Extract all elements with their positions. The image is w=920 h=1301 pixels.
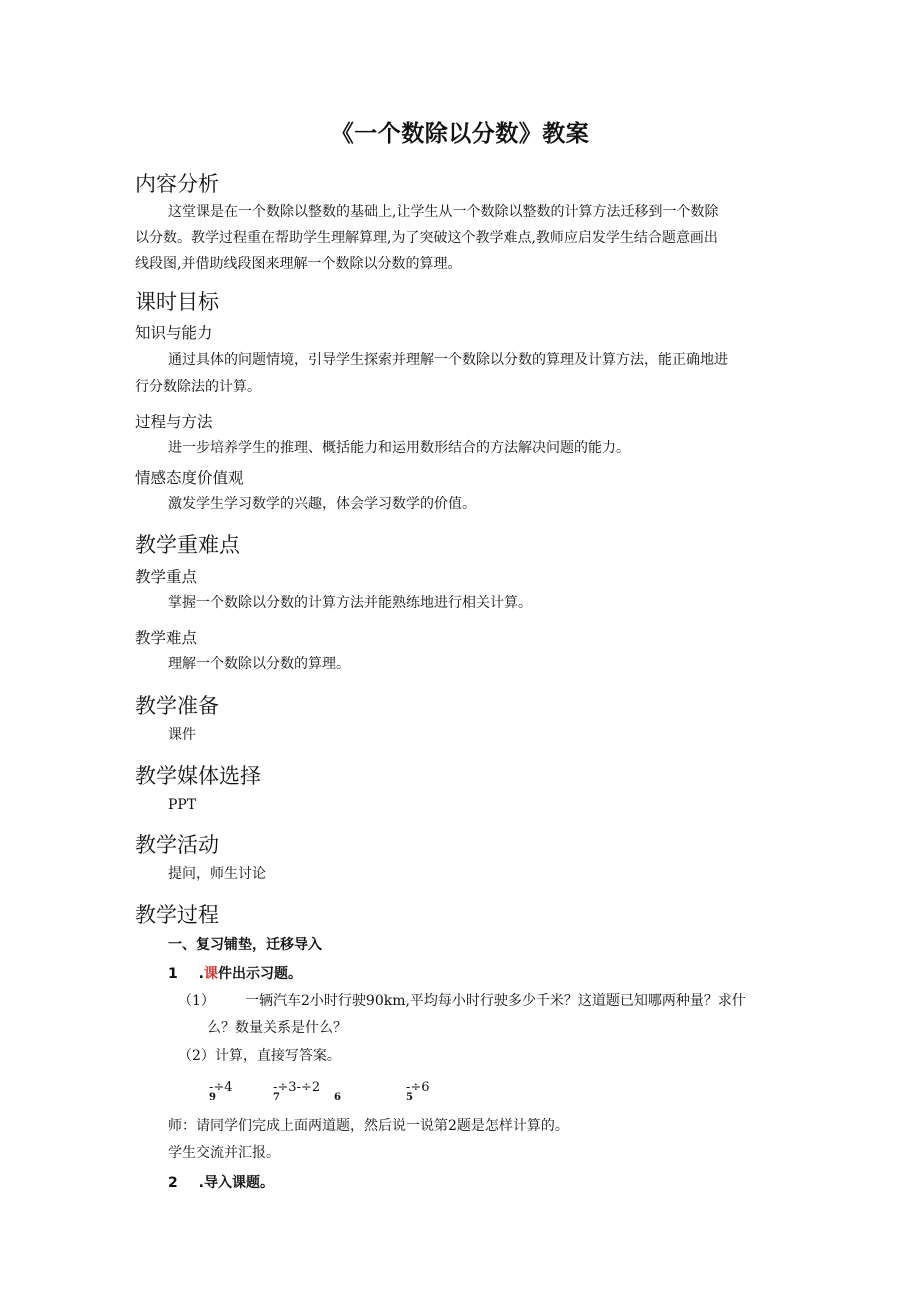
heading-media: 教学媒体选择: [135, 764, 261, 788]
knowledge-line-2: 行分数除法的计算。: [135, 379, 261, 395]
knowledge-line-1: 通过具体的问题情境，引导学生探索并理解一个数除以分数的算理及计算方法，能正确地进: [168, 352, 728, 368]
expression-1: [209, 1080, 233, 1103]
expression-1-top: -÷4: [209, 1080, 233, 1095]
media-text: PPT: [168, 797, 197, 813]
question-1-line-2: 么？数量关系是什么？: [207, 1020, 347, 1036]
expression-2-denominator: 7: [273, 1092, 280, 1103]
question-1-label: （1）: [178, 993, 215, 1009]
heading-activities: 教学活动: [135, 833, 219, 857]
expression-1-denominator: 9: [209, 1092, 216, 1103]
heading-process: 教学过程: [135, 903, 219, 927]
heading-objectives: 课时目标: [135, 290, 219, 314]
process-item-1: [168, 963, 302, 983]
document-title: 《一个数除以分数》教案: [330, 121, 590, 147]
expression-2: [273, 1080, 341, 1103]
expression-3-denominator: 5: [406, 1092, 413, 1103]
question-1-line-1: 一辆汽车2小时行驶90km,平均每小时行驶多少千米？这道题已知哪两种量？求什: [245, 993, 746, 1009]
item-1-dot: .: [198, 966, 204, 982]
process-method-text: 进一步培养学生的推理、概括能力和运用数形结合的方法解决问题的能力。: [168, 440, 630, 456]
heading-key-points: 教学重难点: [135, 533, 240, 557]
question-2: （2）计算，直接写答案。: [178, 1048, 341, 1064]
item-1-text: 件出示习题。: [217, 966, 302, 982]
expression-3: [406, 1080, 430, 1103]
heading-preparation: 教学准备: [135, 694, 219, 718]
content-analysis-line-3: 线段图,并借助线段图来理解一个数除以分数的算理。: [135, 256, 462, 272]
expression-2-top: -÷3-÷2: [273, 1080, 321, 1095]
content-analysis-line-1: 这堂课是在一个数除以整数的基础上,让学生从一个数除以整数的计算方法迁移到一个数除: [168, 204, 719, 220]
activities-text: 提问，师生讨论: [168, 866, 266, 882]
process-item-2: [168, 1172, 274, 1192]
item-1-number: 1: [168, 966, 178, 982]
heading-knowledge: 知识与能力: [135, 324, 213, 342]
expression-3-top: -÷6: [406, 1080, 430, 1095]
emotion-text: 激发学生学习数学的兴趣，体会学习数学的价值。: [168, 496, 476, 512]
item-1-red-char: 课: [203, 966, 218, 982]
content-analysis-line-2: 以分数。教学过程重在帮助学生理解算理,为了突破这个教学难点,教师应启发学生结合题意画出: [135, 230, 718, 246]
item-2-text: .导入课题。: [198, 1175, 274, 1191]
heading-process-method: 过程与方法: [135, 413, 213, 431]
difficulty-text: 理解一个数除以分数的算理。: [168, 656, 350, 672]
process-part-1: 一、复习铺垫，迁移导入: [168, 937, 322, 953]
expression-2-extra-denominator: 6: [334, 1092, 341, 1103]
students-line: 学生交流并汇报。: [168, 1145, 280, 1161]
item-2-number: 2: [168, 1175, 178, 1191]
heading-content-analysis: 内容分析: [135, 172, 219, 196]
heading-difficulty: 教学难点: [135, 629, 198, 647]
focus-text: 掌握一个数除以分数的计算方法并能熟练地进行相关计算。: [168, 595, 532, 611]
heading-emotion: 情感态度价值观: [135, 469, 244, 487]
teacher-line: 师：请同学们完成上面两道题，然后说一说第2题是怎样计算的。: [168, 1118, 569, 1134]
preparation-text: 课件: [168, 727, 196, 743]
heading-focus: 教学重点: [135, 568, 198, 586]
